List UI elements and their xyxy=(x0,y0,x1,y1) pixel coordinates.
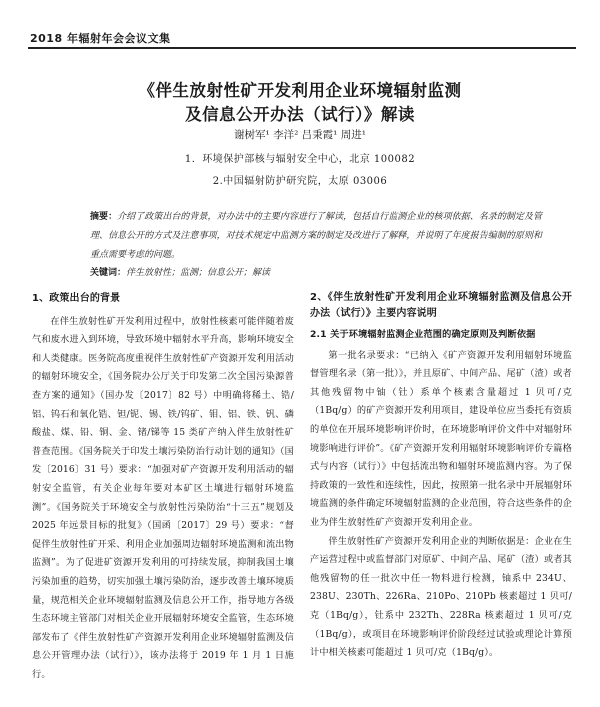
paper-title-line-2: 及信息公开办法（试行）》解读 xyxy=(185,105,415,124)
abstract-text: 介绍了政策出台的背景，对办法中的主要内容进行了解读，包括自行监测企业的核项依据、名录的制定及管理、信息公开的方式及注意事项，对技术规定中监测方案的制定及改进行了解释，并说明了年度报告编制的原则和重点需要考虑的问题。 xyxy=(90,212,542,260)
section-1-paragraph: 在伴生放射性矿开发利用过程中，放射性核素可能伴随着废气和废水进入到环境，导致环境中辐射水平升高，影响环境安全和人类健康。医务院高度重视伴生放射性矿产资源开发利用活动的辐射环境安全，《国务院办公厅关于印发第二次全国污染源普查方案的通知》（国办发〔2017〕82 号）中明确将稀土、锆/铝、钨石和氧化锆、钽/铌、锡、铁/钨矿、钼、铝、铁、钒、磷酸盐、煤、铅、铜、金、锗/锑等 15 类矿产纳入伴生放射性矿普查范围。《国务院关于印发土壤污染防治行动计划的通知》（国发〔2016〕31 号）要求：“加强对矿产资源开发利用活动的辐射安全监管，有关企业每年要对本矿区土壤进行辐射环境监测”。《国务院关于环境安全与放射性污染防治“十三五”规划及 2025 年远景目标的批复》（国函〔2017〕29 号）要求：“督促伴生放射性矿开采、利用企业加强周边辐射环境监测和流出物监测”。为了促进矿资源开发利用的可持续发展，抑制我国土壤污染加重的趋势，切实加强土壤污染防治，逐步改善土壤环境质量，规范相关企业环境辐射监测及信息公开工作，指导地方各级生态环境主管部门对相关企业开展辐射环境安全监管，生态环境部发布了《伴生放射性矿产资源开发利用企业环境辐射监测及信息公开管理办法（试行）》，该办法将于 2019 年 1 月 1 日施行。 xyxy=(32,315,294,680)
section-heading-1: 1、政策出台的背景 xyxy=(32,293,121,304)
author-list: 谢树军¹ 李洋² 吕秉霞¹ 周进¹ xyxy=(234,129,366,141)
section-2-paragraph-1: 第一批名录要求：“已纳入《矿产资源开发利用辐射环境监督管理名录（第一批）》，并且原矿、中间产品、尾矿（渣）或者其他残留物中铀（钍）系单个核素含量超过 1 贝可/克（1Bq/g）的矿产资源开发利用项目，建设单位应当委托有资质的单位在开展环境影响评价时，在环境影响评价文件中对辐射环境影响进行评价”。《矿产资源开发利用辐射环境影响评价专篇格式与内容（试行）》中包括流出物和辐射环境监测内容。为了保持政策的一致性和连续性，因此，按照第一批名录中开展辐射环境监测的条件确定环境辐射监测的企业范围，符合这些条件的企业为伴生放射性矿产资源开发利用企业。 xyxy=(310,349,572,528)
affiliation-2: 2.中国辐射防护研究院，太原 03006 xyxy=(212,176,388,187)
section-heading-2: 2、《伴生放射性矿开发利用企业环境辐射监测及信息公开办法（试行）》主要内容说明 xyxy=(310,292,572,319)
subsection-heading-2-1: 2.1 关于环境辐射监测企业范围的确定原则及判断依据 xyxy=(310,329,536,340)
header-rule xyxy=(28,47,576,49)
left-column xyxy=(32,290,294,684)
affiliation-1: 1．环境保护部核与辐射安全中心，北京 100082 xyxy=(184,154,416,165)
right-column xyxy=(310,290,572,663)
keywords-text: 伴生放射性；监测；信息公开；解读 xyxy=(126,268,271,278)
paper-title-line-1: 《伴生放射性矿开发利用企业环境辐射监测 xyxy=(138,81,462,100)
keywords xyxy=(90,265,542,278)
keywords-label: 关键词： xyxy=(90,268,127,278)
running-header: 2018 年辐射年会会议文集 xyxy=(30,32,171,45)
section-2-paragraph-2: 伴生放射性矿产资源开发利用企业的判断依据是：企业在生产运营过程中或监督部门对原矿、中间产品、尾矿（渣）或者其他残留物的任一批次中任一物料进行检测，铀系中 234U、238U、230Th、226Ra、210Po、210Pb 核素超过 1 贝可/克（1Bq/g），钍系中 232Th、228Ra 核素超过 1 贝可/克（1Bq/g），或项目在环境影响评价阶段经过试验或理论计算预计中相关核素可能超过 1 贝可/克（1Bq/g）。 xyxy=(310,535,572,659)
abstract xyxy=(90,208,542,265)
abstract-label: 摘要： xyxy=(90,212,118,222)
